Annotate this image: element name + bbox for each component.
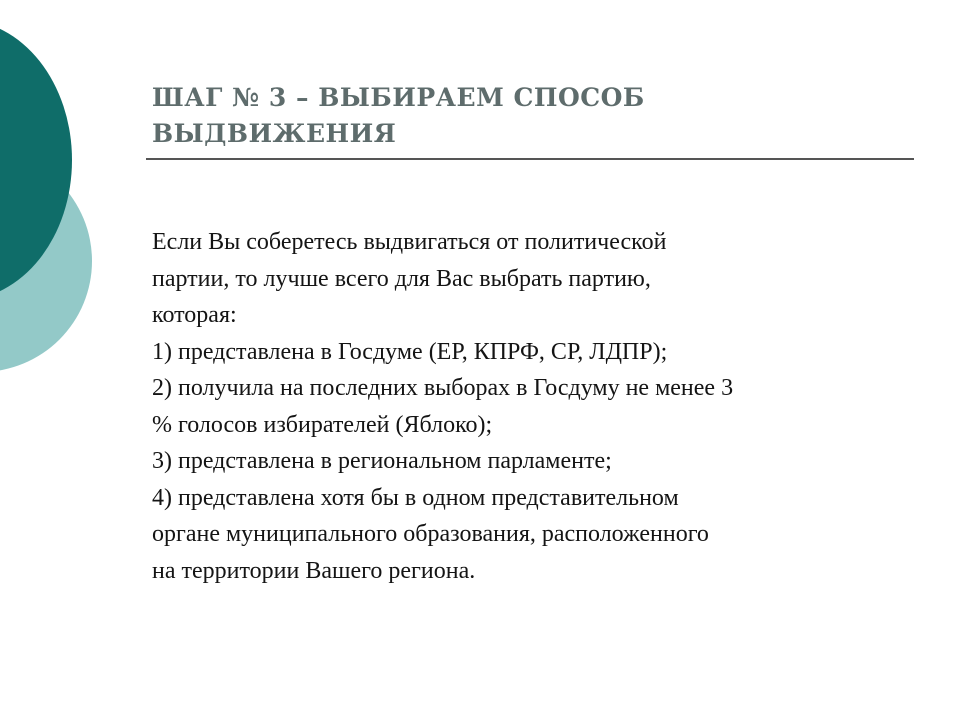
slide-title	[152, 80, 872, 152]
list-item-1: 1) представлена в Госдуме (ЕР, КПРФ, СР, ЛДПР);	[152, 338, 668, 365]
body-line: которая:	[152, 302, 237, 328]
slide-title-line: ШАГ № 3 – ВЫБИРАЕМ СПОСОБ	[152, 83, 645, 112]
slide-body-text	[152, 224, 932, 589]
title-divider	[146, 158, 914, 160]
body-line: Если Вы соберетесь выдвигаться от политической	[152, 229, 667, 255]
list-item-2: 2) получила на последних выборах в Госдуму не менее 3	[152, 375, 734, 401]
list-item-2-continued: % голосов избирателей (Яблоко);	[152, 411, 493, 438]
list-item-4-continued: на территории Вашего региона.	[152, 557, 476, 584]
list-item-3: 3) представлена в региональном парламенте;	[152, 448, 612, 474]
list-item-4-continued: органе муниципального образования, расположенного	[152, 521, 709, 547]
slide-title-line: ВЫДВИЖЕНИЯ	[152, 119, 397, 148]
list-item-4: 4) представлена хотя бы в одном представительном	[152, 484, 679, 511]
body-line: партии, то лучше всего для Вас выбрать партию,	[152, 265, 651, 292]
